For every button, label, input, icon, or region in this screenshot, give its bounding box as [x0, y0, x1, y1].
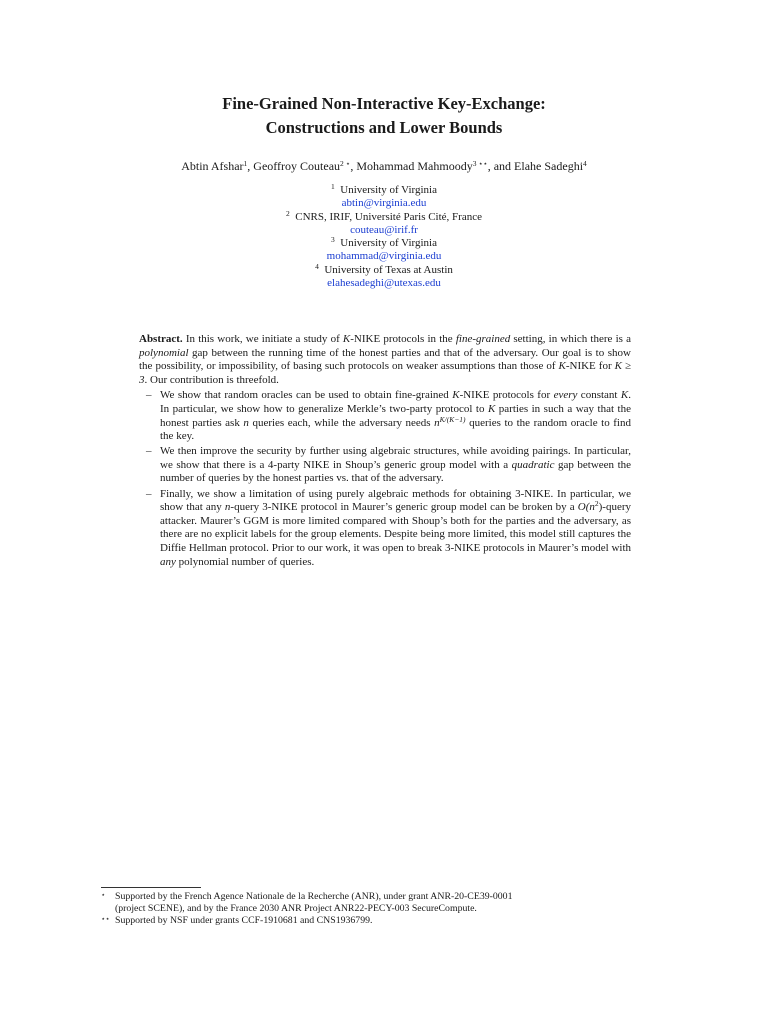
author-name: Geoffroy Couteau: [253, 159, 341, 173]
math-var: K: [452, 389, 460, 402]
author-name: Elahe Sadeghi: [514, 159, 584, 173]
author-affil-sup: 2 ⋆: [340, 159, 351, 168]
author-separator: , and: [487, 159, 515, 173]
affiliation-3: [0, 237, 768, 250]
email-link[interactable]: couteau@irif.fr: [350, 223, 418, 236]
text-run: We show that random oracles can be used to obtain fine-grained: [160, 389, 453, 402]
affiliation-email-3: [0, 250, 768, 263]
affiliation-name: University of Virginia: [340, 184, 437, 196]
author-name: Abtin Afshar: [181, 159, 244, 173]
author-affil-sup: 1: [243, 159, 248, 168]
author-name: Mohammad Mahmoody: [356, 159, 473, 173]
affiliation-name: CNRS, IRIF, Université Paris Cité, France: [295, 210, 482, 223]
bullet-dash: –: [146, 445, 152, 458]
text-run: queries each, while the adversary needs: [248, 416, 435, 429]
abstract-intro: [139, 333, 631, 387]
math-var: K: [558, 360, 566, 373]
math-var: K: [487, 402, 496, 415]
affiliation-list: [0, 184, 768, 290]
text-run: . Our contribution is threefold.: [144, 373, 279, 386]
footnotes: [101, 891, 669, 928]
email-link[interactable]: mohammad@virginia.edu: [326, 250, 442, 263]
math-var: K: [342, 333, 351, 345]
text-run: Finally, we show a limitation of using purely algebraic methods for obtaining 3-NIKE. In particular, we show that any: [160, 487, 631, 514]
title-line-2: Constructions and Lower Bounds: [265, 118, 503, 137]
text-run: -query 3-NIKE protocol in Maurer’s generic group model can be broken by a: [230, 501, 578, 514]
abstract: [139, 333, 631, 571]
email-link[interactable]: abtin@virginia.edu: [341, 197, 427, 210]
math-var: n: [434, 416, 440, 429]
author-affil-sup: 4: [583, 159, 587, 168]
affiliation-2: [0, 208, 768, 224]
math-exponent: 2: [594, 499, 599, 509]
emphasis: every: [553, 389, 578, 402]
contribution-item-3: [139, 488, 631, 570]
math-expr: ): [598, 501, 603, 514]
text-run: queries to the random oracle to find the key.: [160, 416, 631, 443]
math-var: n: [224, 501, 231, 514]
footnote-text: Supported by NSF under grants CCF-1910681 and CNS1936799.: [115, 915, 373, 927]
affiliation-1: [0, 184, 768, 197]
emphasis: quadratic: [511, 458, 555, 471]
footnote-mark: ⋆⋆: [101, 915, 110, 924]
text-run: setting, in which there is a: [510, 333, 631, 345]
footnote-text: Supported by the French Agence Nationale de la Recherche (ANR), under grant ANR-20-CE39-0001: [115, 891, 513, 902]
contribution-list: [139, 389, 631, 569]
affiliation-name: University of Texas at Austin: [324, 263, 453, 276]
affiliation-sup: 1: [331, 182, 335, 191]
footnote-mark: ⋆: [101, 891, 106, 899]
affiliation-sup: 3: [331, 235, 335, 245]
emphasis: any: [160, 555, 176, 568]
text-run: -NIKE protocols for: [459, 389, 554, 402]
text-run: gap between the running time of the honest parties and that of the adversary. Our goal is to show the possibility, or impossibility, of basing such protocols on weaker assumptions than those of: [139, 346, 631, 373]
math-exponent: K/(K−1): [439, 414, 466, 424]
title-line-1: Fine-Grained Non-Interactive Key-Exchange:: [222, 94, 546, 113]
math-expr: K ≥ 3: [139, 360, 632, 386]
footnote-2: [101, 915, 669, 927]
emphasis: fine-grained: [455, 333, 511, 345]
footnote-rule: [101, 887, 201, 888]
affiliation-email-4: [0, 277, 768, 290]
math-var: K: [620, 389, 629, 402]
affiliation-name: University of Virginia: [340, 237, 437, 250]
footnote-1: [101, 891, 669, 915]
text-run: parties in such a way that the honest parties ask: [160, 402, 631, 429]
text-run: gap between the number of queries by the honest parties vs. that of the adversary.: [160, 458, 632, 485]
text-run: -NIKE for: [565, 360, 615, 373]
text-run: -NIKE protocols in the: [350, 333, 456, 345]
affiliation-sup: 2: [286, 208, 290, 218]
contribution-item-1: [139, 389, 631, 443]
math-expr: O(n: [577, 501, 595, 514]
author-affil-sup: 3 ⋆⋆: [472, 159, 488, 168]
text-run: In this work, we initiate a study of: [182, 333, 343, 345]
email-link[interactable]: elahesadeghi@utexas.edu: [327, 277, 441, 290]
contribution-item-2: [139, 445, 631, 486]
affiliation-4: [0, 261, 768, 277]
text-run: -query attacker. Maurer’s GGM is more limited compared with Shoup’s both for the parties and the adversary, as there are no explicit labels for the group elements. Despite being more limited, this model still captures the Diffie Hellman protocol. Prior to our work, it was open to break 3-NIKE protocols in Maurer’s model with: [160, 501, 631, 554]
text-run: . In particular, we show how to generalize Merkle’s two-party protocol to: [160, 389, 631, 415]
footnote-text: (project SCENE), and by the France 2030 ANR Project ANR22-PECY-003 SecureCompute.: [115, 903, 477, 915]
affiliation-email-2: [0, 224, 768, 237]
affiliation-sup: 4: [315, 261, 319, 271]
author-separator: ,: [350, 159, 357, 173]
text-run: We then improve the security by further using algebraic structures, while avoiding pairings. In particular, we show that there is a 4-party NIKE in Shoup’s generic group model with a: [160, 445, 631, 471]
bullet-dash: –: [146, 487, 152, 500]
abstract-label: Abstract.: [139, 333, 183, 345]
emphasis: polynomial: [139, 346, 189, 359]
bullet-dash: –: [146, 389, 152, 402]
author-separator: ,: [247, 159, 254, 173]
author-list: [0, 158, 768, 174]
paper-title: [0, 92, 768, 140]
text-run: polynomial number of queries.: [175, 555, 315, 568]
math-var: n: [243, 416, 249, 429]
text-run: constant: [577, 389, 621, 402]
affiliation-email-1: [0, 197, 768, 210]
